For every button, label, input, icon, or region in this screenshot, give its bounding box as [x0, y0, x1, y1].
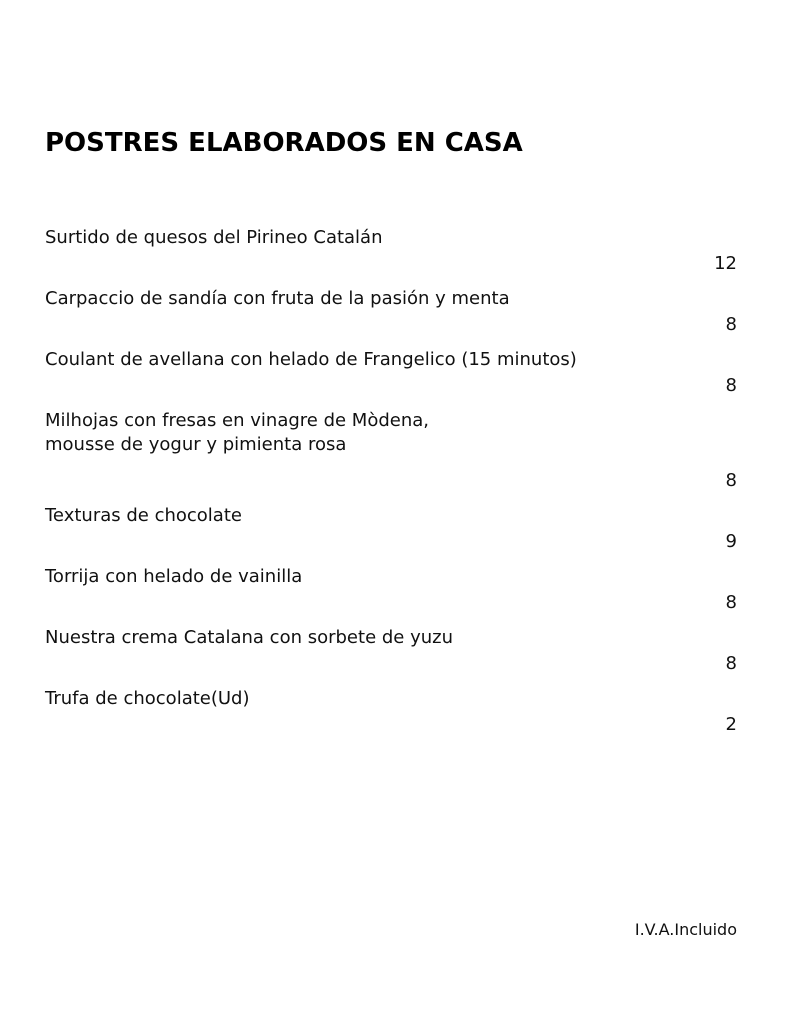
menu-item — [45, 348, 737, 398]
item-description — [45, 409, 737, 457]
item-price: 8 — [725, 592, 737, 613]
item-description — [45, 565, 737, 589]
menu-item — [45, 226, 737, 276]
menu-item — [45, 409, 737, 493]
item-description-line: mousse de yogur y pimienta rosa — [45, 434, 347, 455]
item-description-line: Torrija con helado de vainilla — [45, 566, 303, 587]
item-description — [45, 348, 737, 372]
item-description-line: Carpaccio de sandía con fruta de la pasión y menta — [45, 288, 510, 309]
item-price: 9 — [725, 531, 737, 552]
item-price: 8 — [725, 470, 737, 491]
item-description-line: Surtido de quesos del Pirineo Catalán — [45, 227, 383, 248]
item-description — [45, 504, 737, 528]
item-description-line: Milhojas con fresas en vinagre de Mòdena, — [45, 410, 429, 431]
item-description — [45, 226, 737, 250]
item-price: 2 — [725, 714, 737, 735]
menu-item — [45, 687, 737, 737]
menu-item — [45, 565, 737, 615]
dessert-list — [45, 226, 737, 748]
menu-title: POSTRES ELABORADOS EN CASA — [45, 128, 523, 158]
menu-item — [45, 504, 737, 554]
item-price: 12 — [714, 253, 737, 274]
item-price: 8 — [725, 314, 737, 335]
menu-item — [45, 287, 737, 337]
item-description-line: Coulant de avellana con helado de Frangelico (15 minutos) — [45, 349, 577, 370]
item-description — [45, 626, 737, 650]
item-description-line: Texturas de chocolate — [45, 505, 242, 526]
tax-note: I.V.A.Incluido — [634, 920, 737, 939]
item-description-line: Nuestra crema Catalana con sorbete de yuzu — [45, 627, 453, 648]
item-price: 8 — [725, 653, 737, 674]
menu-item — [45, 626, 737, 676]
item-description — [45, 687, 737, 711]
item-price: 8 — [725, 375, 737, 396]
item-description-line: Trufa de chocolate(Ud) — [45, 688, 250, 709]
item-description — [45, 287, 737, 311]
